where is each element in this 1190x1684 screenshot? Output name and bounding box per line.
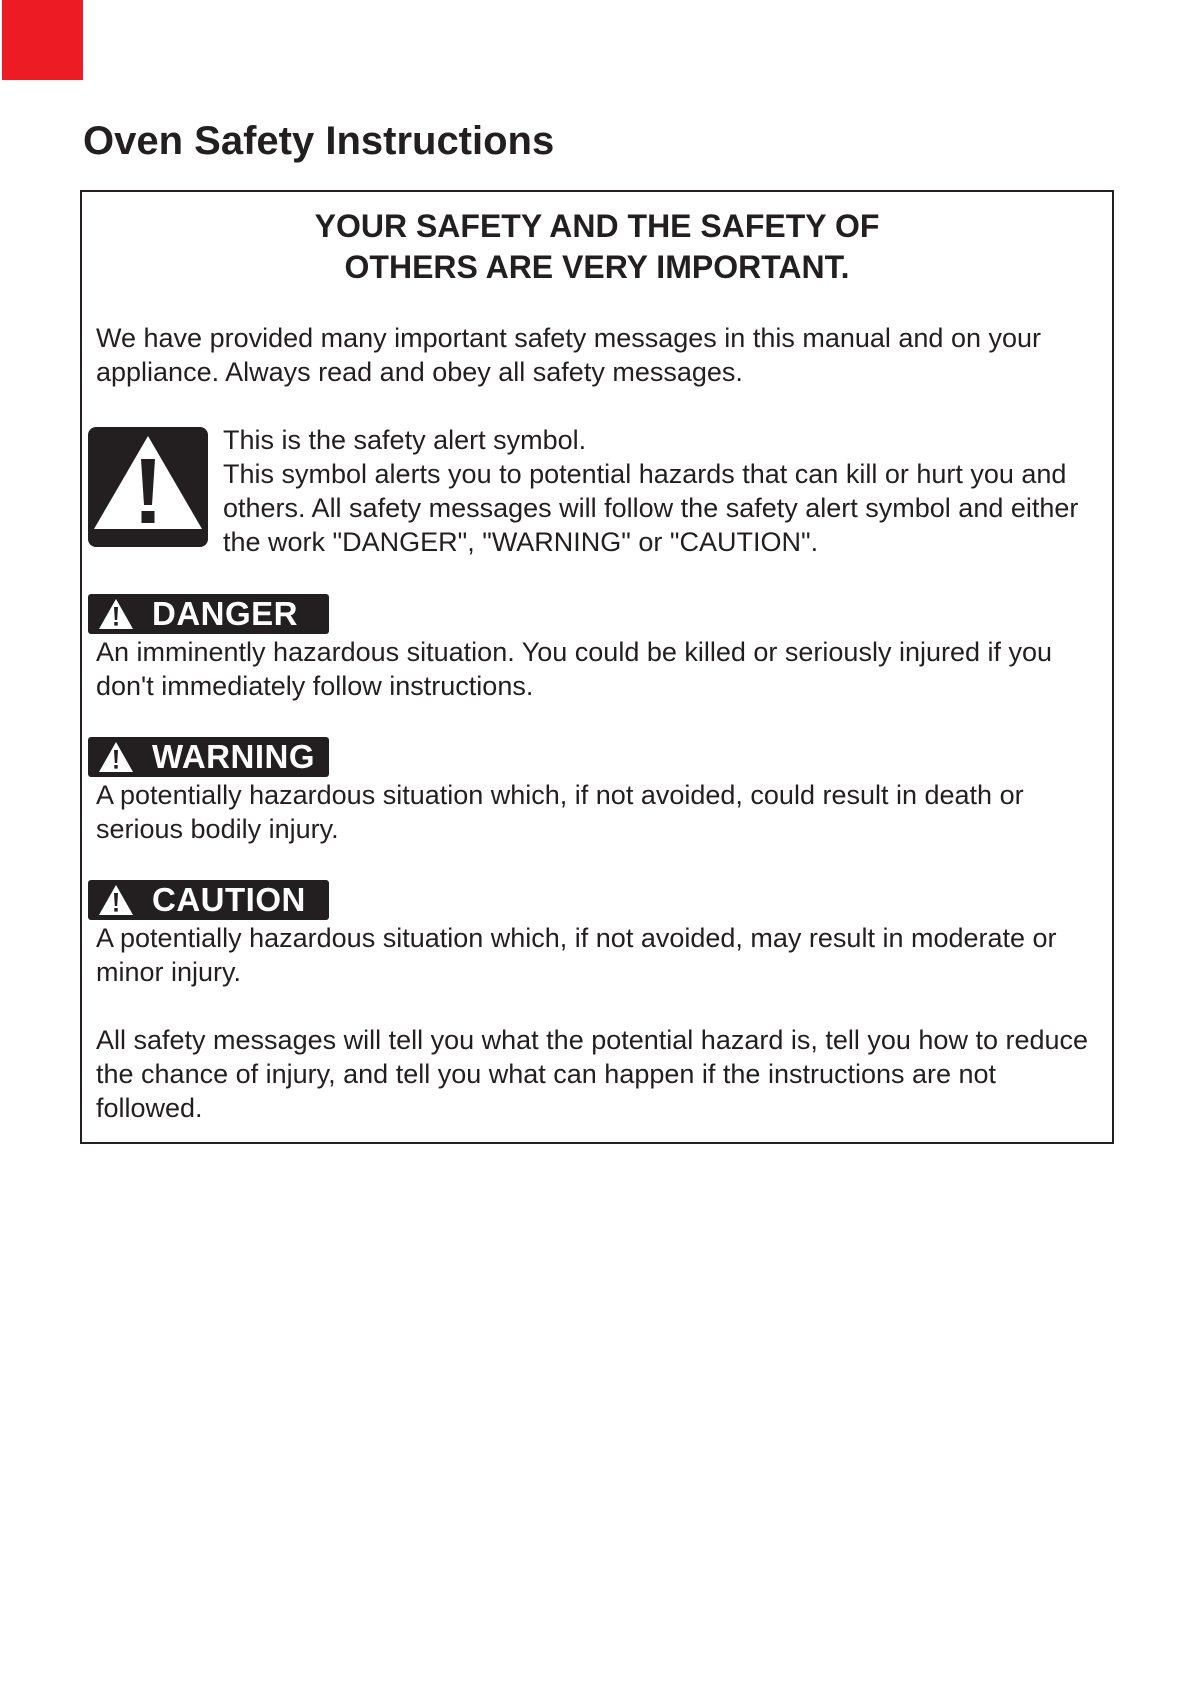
page-title: Oven Safety Instructions bbox=[83, 119, 555, 163]
caution-label-text: CAUTION bbox=[152, 881, 306, 918]
warning-description: A potentially hazardous situation which, if not avoided, could result in death or serious bodily injury. bbox=[96, 780, 1024, 844]
safety-symbol-explanation bbox=[223, 423, 1103, 559]
danger-label bbox=[88, 594, 329, 634]
warning-triangle-icon bbox=[88, 427, 208, 547]
danger-description: An imminently hazardous situation. You could be killed or seriously injured if you don't immediately follow instructions. bbox=[96, 637, 1053, 701]
closing-paragraph: All safety messages will tell you what the potential hazard is, tell you how to reduce the chance of injury, and tell you what can happen if the instructions are not followed. bbox=[96, 1025, 1089, 1123]
caution-description: A potentially hazardous situation which, if not avoided, may result in moderate or minor injury. bbox=[96, 923, 1057, 987]
intro-paragraph: We have provided many important safety messages in this manual and on your appliance. Always read and obey all safety messages. bbox=[96, 323, 1041, 387]
warning-triangle-icon bbox=[98, 884, 134, 916]
caution-label bbox=[88, 880, 329, 920]
warning-label bbox=[88, 737, 329, 777]
symbol-intro-line: This is the safety alert symbol. bbox=[223, 425, 587, 455]
red-corner-tab bbox=[2, 0, 83, 80]
safety-notice-box bbox=[80, 190, 1114, 1144]
symbol-description: This symbol alerts you to potential hazards that can kill or hurt you and others. All safety messages will follow the safety alert symbol and either the work "DANGER", "WARNING" or "CAUTION". bbox=[223, 459, 1079, 557]
danger-label-text: DANGER bbox=[152, 595, 299, 632]
safety-headline-line-2: OTHERS ARE VERY IMPORTANT. bbox=[344, 249, 850, 285]
safety-headline bbox=[82, 206, 1112, 288]
safety-headline-line-1: YOUR SAFETY AND THE SAFETY OF bbox=[314, 208, 880, 244]
warning-triangle-icon bbox=[98, 741, 134, 773]
warning-label-text: WARNING bbox=[152, 738, 315, 775]
warning-triangle-icon bbox=[98, 598, 134, 630]
